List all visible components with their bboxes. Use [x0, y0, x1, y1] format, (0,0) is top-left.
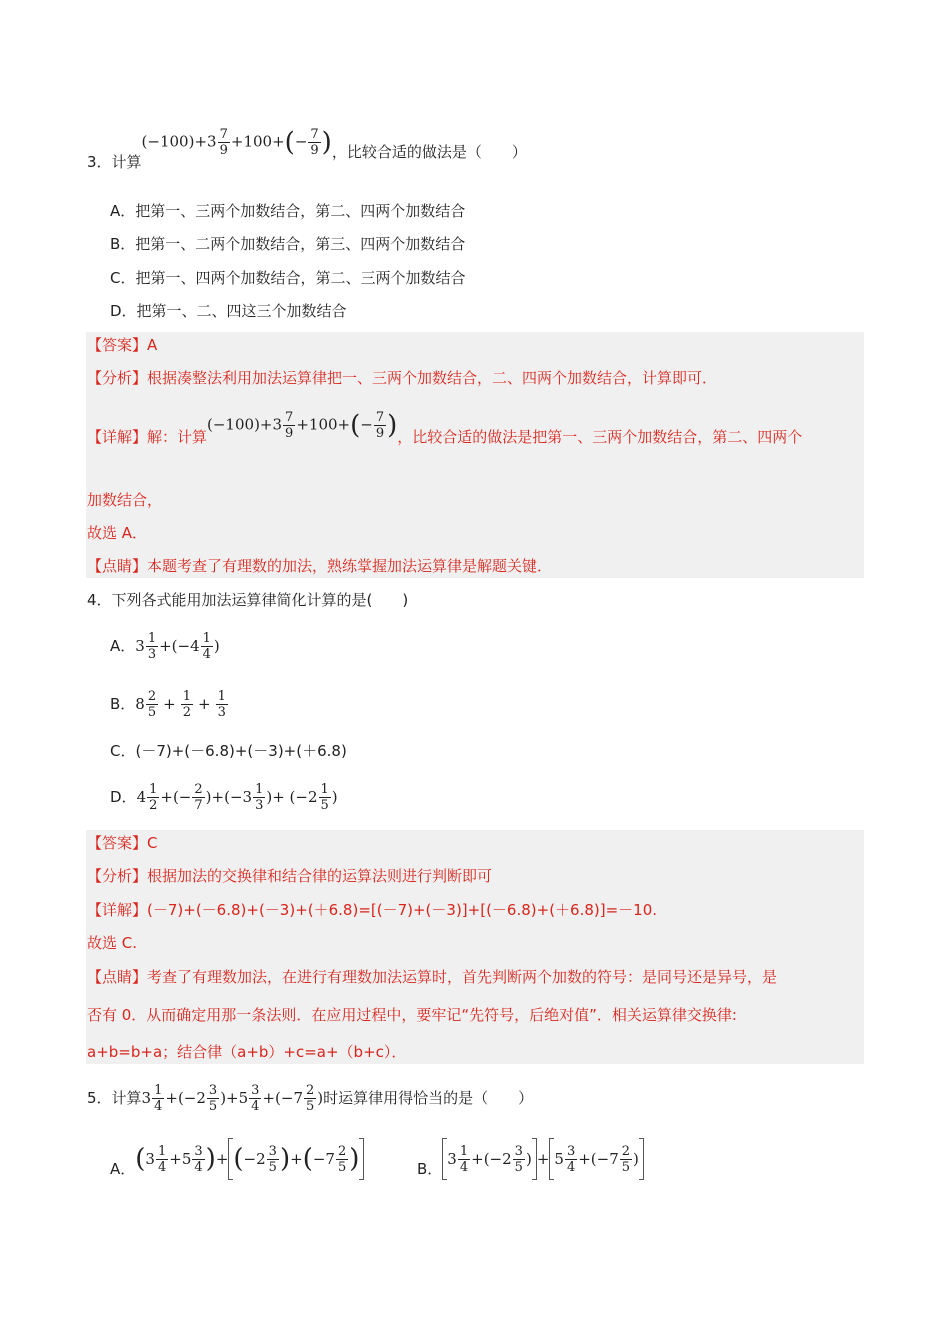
option-label: D．: [110, 788, 137, 806]
q4-option-a: [110, 626, 220, 666]
numerator: 1: [182, 688, 191, 704]
operator: +(−7: [262, 1089, 303, 1107]
q4-comment-line3: a+b=b+a；结合律（a+b）+c=a+（b+c）．: [87, 1043, 407, 1061]
denominator: 4: [202, 646, 211, 662]
fraction: [192, 782, 204, 813]
numerator: 3: [268, 1143, 277, 1159]
operator: )+5: [220, 1089, 249, 1107]
operator: +(−2: [471, 1150, 512, 1168]
q4-analysis: 【分析】根据加法的交换律和结合律的运算法则进行判断即可: [87, 867, 493, 885]
plus: +5: [169, 1150, 192, 1168]
whole: 3: [145, 1150, 155, 1168]
fraction: [513, 1144, 525, 1175]
fraction: [267, 1144, 279, 1175]
option-label: B．: [417, 1160, 443, 1178]
right-bracket: [359, 1138, 364, 1180]
denominator: 9: [375, 425, 385, 441]
q4-stem: 4．下列各式能用加法运算律简化计算的是( ): [87, 591, 409, 609]
q3-option-d: D．把第一、二、四这三个加数结合: [110, 302, 347, 320]
fraction: [249, 1083, 261, 1114]
q3-prefix: 3．计算: [87, 153, 142, 171]
q3-detail-expression: [207, 410, 397, 441]
denominator: 9: [310, 142, 319, 158]
q3-detail-prefix: 【详解】解：计算: [87, 428, 208, 446]
numerator: 7: [310, 126, 319, 142]
numerator: 1: [459, 1143, 469, 1159]
operator: +(−2: [165, 1089, 206, 1107]
left-paren: (: [284, 127, 295, 157]
left-paren: (: [350, 410, 361, 440]
operator: +(−: [160, 788, 192, 806]
numerator: 1: [255, 781, 264, 797]
q3-analysis: 【分析】根据凑整法利用加法运算律把一、三两个加数结合，二、四两个加数结合，计算即可．: [87, 369, 718, 387]
numerator: 7: [285, 409, 294, 425]
plus: +: [296, 415, 309, 433]
fraction: [319, 782, 331, 813]
whole: 4: [136, 788, 147, 806]
denominator: 5: [337, 1159, 347, 1175]
q5-option-b: [417, 1134, 644, 1184]
denominator: 5: [621, 1159, 631, 1175]
operator: )+ (−2: [266, 788, 318, 806]
right-paren: ): [331, 788, 338, 806]
whole: 5: [554, 1150, 564, 1168]
numerator: 2: [306, 1082, 315, 1098]
q5-suffix: 时运算律用得恰当的是（ ）: [323, 1089, 534, 1107]
fraction: [565, 1144, 577, 1175]
numerator: 2: [337, 1143, 347, 1159]
q3-suffix: ，比较合适的做法是（ ）: [331, 143, 527, 161]
denominator: 4: [154, 1098, 163, 1114]
plus: +: [197, 695, 211, 713]
numerator: 3: [514, 1143, 523, 1159]
q3-answer: 【答案】A: [87, 336, 158, 354]
fraction: [207, 1083, 219, 1114]
denominator: 7: [194, 797, 203, 813]
plus: +: [194, 132, 208, 150]
denominator: 5: [208, 1098, 218, 1114]
left-paren: (: [302, 1144, 313, 1174]
q3-detail-continued: 加数结合，: [87, 491, 163, 509]
q3-option-a: A．把第一、三两个加数结合，第二、四两个加数结合: [110, 202, 466, 220]
numerator: 2: [147, 688, 157, 704]
denominator: 4: [566, 1159, 576, 1175]
right-paren: ): [633, 1150, 639, 1168]
numerator: 3: [251, 1082, 260, 1098]
right-paren: ): [213, 637, 220, 655]
denominator: 3: [147, 646, 157, 662]
right-paren: ): [321, 127, 332, 157]
q3-comment: 【点睛】本题考查了有理数的加法，熟练掌握加法运算律是解题关键．: [87, 557, 553, 575]
q3-term2-whole: 3: [272, 415, 283, 433]
right-paren: ): [387, 410, 398, 440]
fraction: [146, 631, 158, 662]
q5-option-b-expression: [442, 1138, 644, 1180]
q3-term4-fraction: [374, 410, 386, 441]
numerator: 1: [147, 630, 157, 646]
denominator: 5: [306, 1098, 315, 1114]
numerator: 1: [157, 1143, 167, 1159]
q3-option-b: B．把第一、二两个加数结合，第三、四两个加数结合: [110, 235, 466, 253]
q3-choose: 故选 A．: [87, 524, 148, 542]
denominator: 5: [268, 1159, 277, 1175]
q5-expression: [142, 1083, 324, 1114]
fraction: [192, 1144, 204, 1175]
numerator: 1: [217, 688, 226, 704]
q4-detail: 【详解】(－7)+(－6.8)+(－3)+(＋6.8)=[(－7)+(－3)]+[(－6.8)+(＋6.8)]=－10.: [87, 901, 658, 919]
numerator: 3: [566, 1143, 576, 1159]
fraction: [152, 1083, 164, 1114]
plus: +: [259, 415, 273, 433]
operator: )+(−3: [205, 788, 253, 806]
q3-term2-whole: 3: [207, 132, 217, 150]
numerator: 7: [219, 126, 228, 142]
right-paren: ): [205, 1144, 216, 1174]
plus: +: [337, 415, 351, 433]
numerator: 1: [149, 781, 158, 797]
q4-option-c: C．(－7)+(－6.8)+(－3)+(＋6.8): [110, 742, 347, 760]
denominator: 9: [285, 425, 294, 441]
numerator: 1: [202, 630, 211, 646]
q4-choose: 故选 C.: [87, 934, 138, 952]
whole: 3: [135, 637, 145, 655]
q3-option-c: C．把第一、四两个加数结合，第二、三两个加数结合: [110, 269, 466, 287]
minus: −7: [312, 1150, 335, 1168]
whole: 8: [135, 695, 145, 713]
operator: +(−7: [578, 1150, 619, 1168]
denominator: 4: [251, 1098, 260, 1114]
q5-option-a-expression: [135, 1138, 364, 1180]
fraction: [201, 631, 213, 662]
q4-comment-line1: 【点睛】考查了有理数加法，在进行有理数加法运算时，首先判断两个加数的符号：是同号还是异号，是: [87, 968, 778, 986]
option-label: A．: [110, 1160, 136, 1178]
denominator: 2: [149, 797, 158, 813]
denominator: 5: [147, 704, 157, 720]
minus: −2: [243, 1150, 266, 1168]
right-paren: ): [279, 1144, 291, 1174]
q3-expression: [142, 127, 332, 158]
q3-detail: [87, 400, 802, 450]
fraction: [216, 689, 228, 720]
numerator: 1: [154, 1082, 163, 1098]
q3-term1: (−100): [207, 415, 260, 433]
q5-prefix: 5．计算: [87, 1089, 142, 1107]
operator: +(−4: [159, 637, 200, 655]
fraction: [620, 1144, 632, 1175]
plus: +: [163, 695, 176, 713]
right-paren: ): [317, 1089, 324, 1107]
plus: +: [290, 1150, 303, 1168]
fraction: [253, 782, 265, 813]
whole: 3: [447, 1150, 457, 1168]
q4-comment-line2: 否有 0．从而确定用那一条法则．在应用过程中，要牢记“先符号，后绝对值”．相关运算律交换律:: [87, 1006, 737, 1024]
fraction: [147, 782, 159, 813]
denominator: 3: [255, 797, 264, 813]
whole: 3: [141, 1089, 152, 1107]
right-paren: ): [349, 1144, 360, 1174]
fraction: [156, 1144, 168, 1175]
denominator: 5: [514, 1159, 523, 1175]
q4-option-b: [110, 684, 229, 724]
plus: +: [215, 1150, 229, 1168]
left-paren: (: [135, 1144, 146, 1174]
left-paren: (: [233, 1144, 244, 1174]
q3-term2-fraction: [283, 410, 295, 441]
denominator: 9: [219, 142, 228, 158]
denominator: 4: [157, 1159, 167, 1175]
plus: +: [272, 132, 285, 150]
option-label: A．: [110, 637, 136, 655]
q4-answer: 【答案】C: [87, 834, 158, 852]
right-bracket: [639, 1138, 644, 1180]
q3-term4-fraction: [308, 127, 320, 158]
q5-stem: [87, 1078, 533, 1118]
numerator: 2: [194, 781, 203, 797]
minus: −: [360, 415, 373, 433]
numerator: 3: [208, 1082, 218, 1098]
plus: +: [230, 132, 244, 150]
fraction: [304, 1083, 316, 1114]
denominator: 5: [320, 797, 329, 813]
q3-stem: [87, 126, 527, 171]
q3-detail-suffix: ，比较合适的做法是把第一、三两个加数结合，第二、四两个: [397, 428, 803, 446]
numerator: 1: [320, 781, 329, 797]
option-label: B．: [110, 695, 136, 713]
q3-term2-fraction: [218, 127, 230, 158]
fraction: [336, 1144, 348, 1175]
right-paren: ): [525, 1150, 532, 1168]
denominator: 3: [217, 704, 226, 720]
q3-term3: 100: [243, 132, 273, 150]
fraction: [181, 689, 193, 720]
q3-term3: 100: [308, 415, 338, 433]
numerator: 3: [194, 1143, 203, 1159]
numerator: 7: [375, 409, 385, 425]
denominator: 4: [194, 1159, 203, 1175]
plus: +: [536, 1150, 550, 1168]
fraction: [458, 1144, 470, 1175]
denominator: 2: [182, 704, 191, 720]
denominator: 4: [459, 1159, 469, 1175]
fraction: [146, 689, 158, 720]
minus: −: [294, 132, 308, 150]
q4-option-d: [110, 777, 338, 817]
q3-term1: (−100): [141, 132, 195, 150]
q5-option-a: [110, 1134, 364, 1184]
numerator: 2: [621, 1143, 631, 1159]
